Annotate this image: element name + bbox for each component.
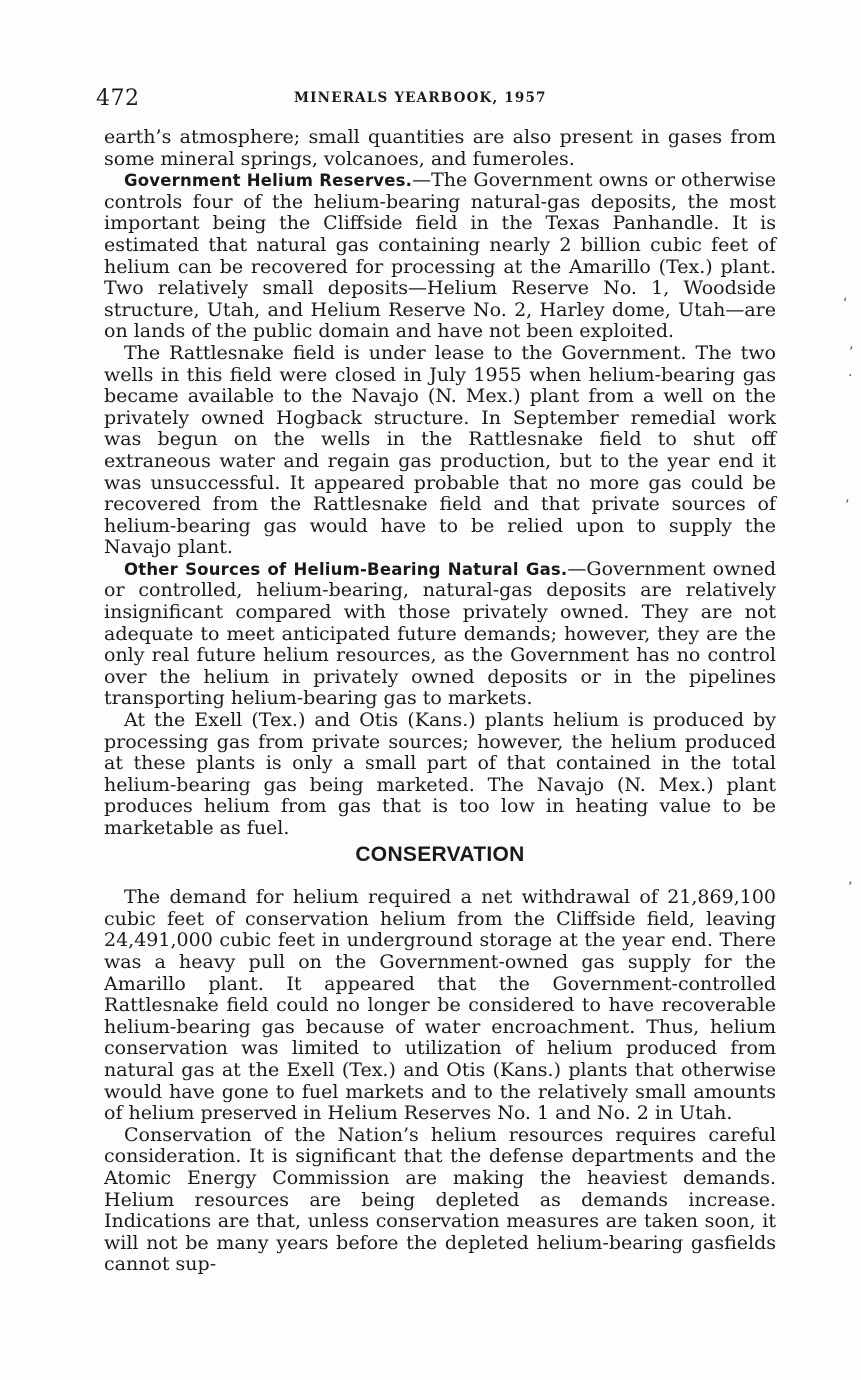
margin-scan-mark: ’	[848, 880, 853, 896]
page-number: 472	[96, 86, 140, 111]
margin-scan-mark: ’	[845, 498, 850, 514]
run-in-heading-other-sources: Other Sources of Helium-Bearing Natural Gas.	[124, 559, 568, 579]
paragraph-government-reserves	[104, 170, 776, 343]
margin-scan-mark: ‘	[843, 296, 848, 312]
paragraph-government-reserves-text: —The Government owns or otherwise controls four of the helium-bearing natural-gas deposits, the most important being the Cliffside field in the Texas Panhandle. It is estimated that natural gas containing nearly 2 billion cubic feet of helium can be recovered for processing at the Amarillo (Tex.) plant. Two relatively small deposits—Helium Reserve No. 1, Woodside structure, Utah, and Helium Reserve No. 2, Harley dome, Utah—are on lands of the public domain and have not been exploited.	[104, 169, 777, 343]
paragraph-atmosphere: earth’s atmosphere; small quantities are also present in gases from some mineral springs, volcanoes, and fumeroles.	[104, 126, 776, 170]
margin-scan-mark: ·	[848, 368, 853, 384]
page-header	[96, 86, 776, 112]
paragraph-other-sources	[104, 559, 776, 710]
paragraph-other-sources-text: —Government owned or controlled, helium-bearing, natural-gas deposits are relatively insignificant compared with those privately owned. They are not adequate to meet anticipated future demands; however, they are the only real future helium resources, as the Government has no control over the helium in privately owned deposits or in the pipelines transporting helium-bearing gas to markets.	[104, 557, 776, 710]
paragraph-conservation-resources: Conservation of the Nation’s helium resources requires careful consideration. It is significant that the defense departments and the Atomic Energy Commission are making the heaviest demands. Helium resources are being depleted as demands increase. Indications are that, unless conservation measures are taken soon, it will not be many years before the depleted helium-bearing gasfields cannot sup-	[104, 1123, 776, 1276]
paragraph-exell-otis: At the Exell (Tex.) and Otis (Kans.) plants helium is produced by processing gas from private sources; however, the helium produced at these plants is only a small part of that contained in the total helium-bearing gas being marketed. The Navajo (N. Mex.) plant produces helium from gas that is too low in heating value to be marketable as fuel.	[104, 709, 776, 839]
section-title-conservation: CONSERVATION	[355, 842, 525, 866]
margin-scan-mark: ’	[849, 345, 854, 361]
paragraph-rattlesnake-field: The Rattlesnake field is under lease to the Government. The two wells in this field were closed in July 1955 when helium-bearing gas became available to the Navajo (N. Mex.) plant from a well on the privately owned Hogback structure. In September remedial work was begun on the wells in the Rattlesnake field to shut off extraneous water and regain gas production, but to the year end it was unsuccessful. It appeared probable that no more gas could be recovered from the Rattlesnake field and that private sources of helium-bearing gas would have to be relied upon to supply the Navajo plant.	[104, 341, 776, 559]
running-title: MINERALS YEARBOOK, 1957	[294, 90, 547, 106]
run-in-heading-government-reserves: Government Helium Reserves.	[124, 171, 413, 191]
body-text	[104, 127, 776, 1276]
paragraph-demand: The demand for helium required a net withdrawal of 21,869,100 cubic feet of conservation helium from the Cliffside field, leaving 24,491,000 cubic feet in underground storage at the year end. There was a heavy pull on the Government-owned gas supply for the Amarillo plant. It appeared that the Government-controlled Rattlesnake field could no longer be considered to have recoverable helium-bearing gas because of water encroachment. Thus, helium conservation was limited to utilization of helium produced from natural gas at the Exell (Tex.) and Otis (Kans.) plants that otherwise would have gone to fuel markets and to the relatively small amounts of helium preserved in Helium Reserves No. 1 and No. 2 in Utah.	[104, 886, 776, 1125]
